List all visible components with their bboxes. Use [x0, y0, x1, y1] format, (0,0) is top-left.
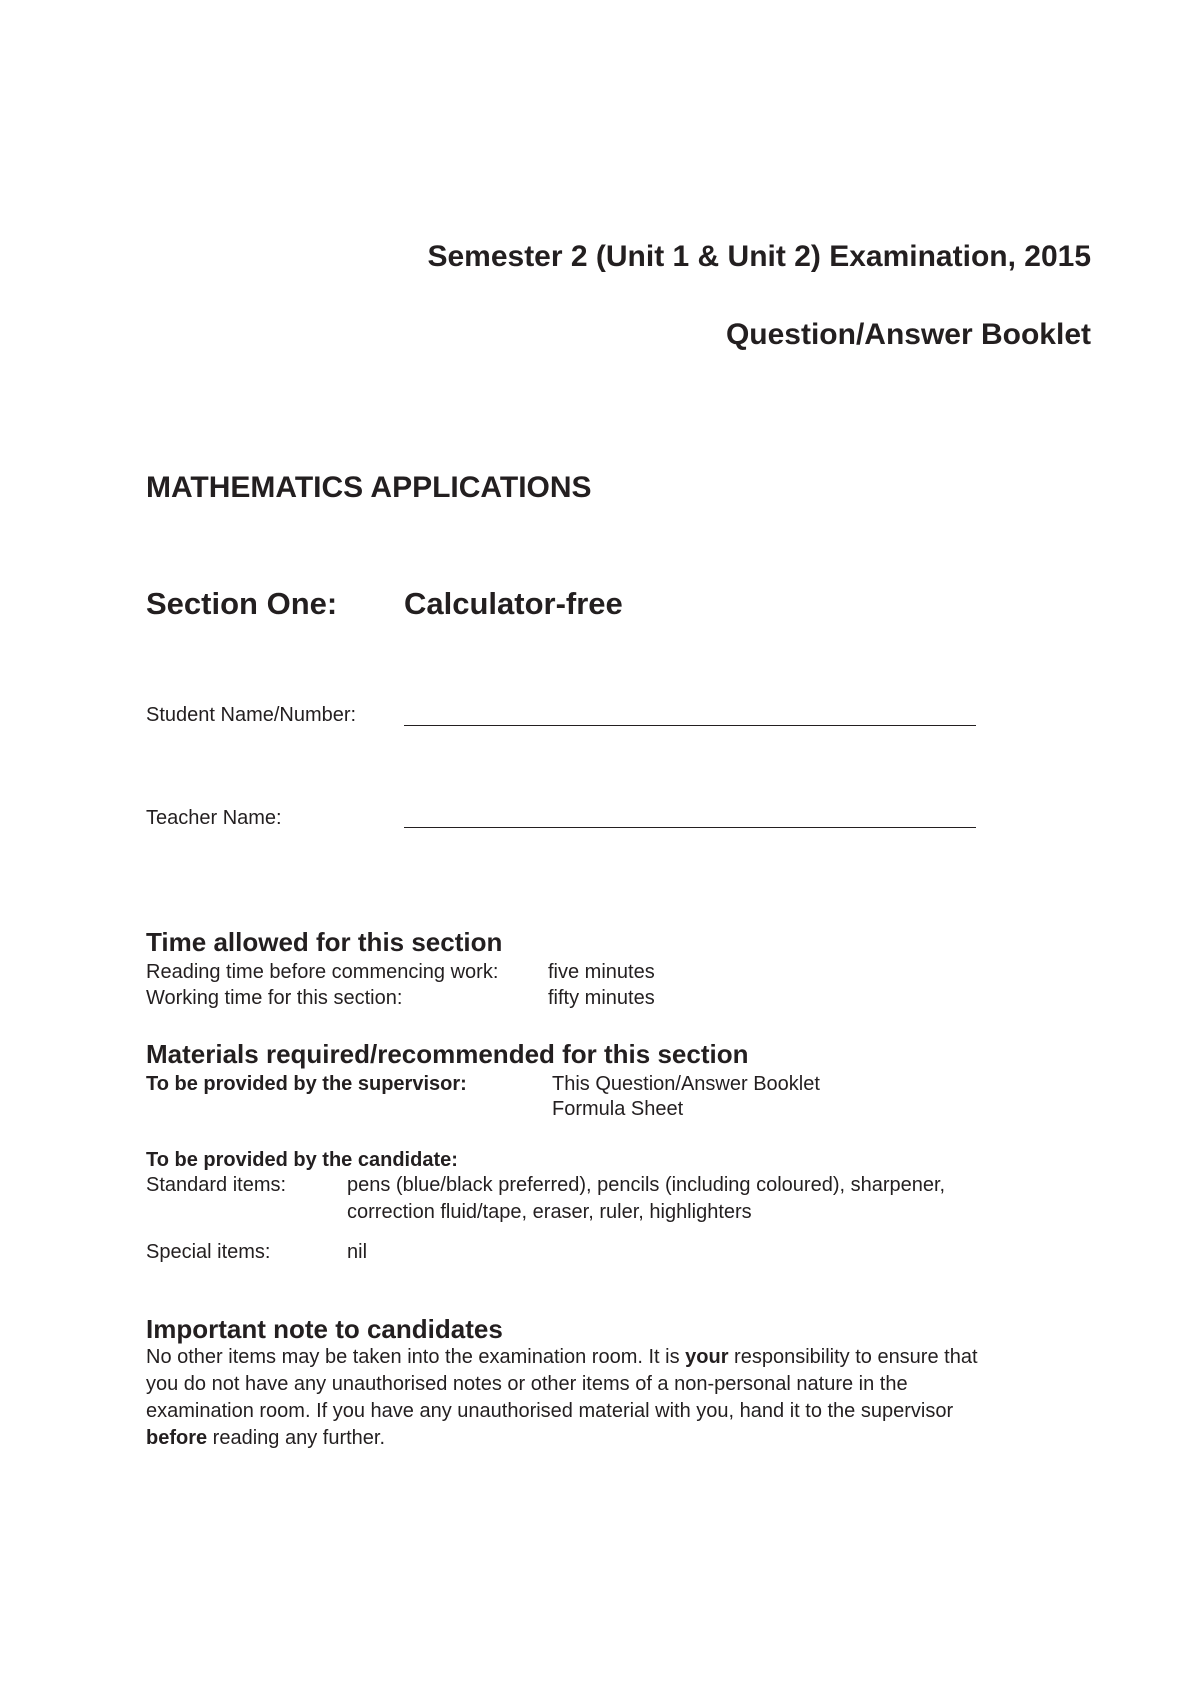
special-items-label: Special items:	[146, 1241, 271, 1263]
note-text: No other items may be taken into the examination room. It is	[146, 1346, 686, 1368]
supervisor-label: To be provided by the supervisor:	[146, 1073, 467, 1095]
note-line	[146, 1344, 1086, 1371]
working-time-label: Working time for this section:	[146, 987, 403, 1009]
note-paragraph	[146, 1344, 1086, 1452]
note-text: responsibility to ensure that	[728, 1346, 978, 1368]
reading-time-label: Reading time before commencing work:	[146, 961, 499, 983]
supervisor-item: This Question/Answer Booklet	[552, 1073, 820, 1095]
note-line	[146, 1425, 1086, 1452]
student-name-field[interactable]	[404, 725, 976, 726]
note-line: you do not have any unauthorised notes or other items of a non-personal nature in the	[146, 1373, 908, 1395]
student-name-label: Student Name/Number:	[146, 704, 357, 726]
materials-heading: Materials required/recommended for this section	[146, 1039, 749, 1069]
section-label: Section One:	[146, 586, 338, 621]
note-emphasis-your: your	[685, 1346, 729, 1368]
working-time-value: fifty minutes	[548, 987, 655, 1009]
section-name: Calculator-free	[404, 586, 623, 621]
booklet-type: Question/Answer Booklet	[725, 318, 1091, 351]
standard-items-line: correction fluid/tape, eraser, ruler, highlighters	[347, 1201, 752, 1223]
note-heading: Important note to candidates	[146, 1314, 503, 1344]
standard-items-label: Standard items:	[146, 1174, 287, 1196]
candidate-label: To be provided by the candidate:	[146, 1149, 458, 1171]
standard-items-line: pens (blue/black preferred), pencils (including coloured), sharpener,	[347, 1174, 946, 1196]
exam-title: Semester 2 (Unit 1 & Unit 2) Examination, 2015	[427, 240, 1091, 273]
teacher-name-field[interactable]	[404, 827, 976, 828]
note-line: examination room. If you have any unauthorised material with you, hand it to the supervisor	[146, 1400, 954, 1422]
note-emphasis-before: before	[146, 1427, 208, 1449]
note-text: reading any further.	[207, 1427, 386, 1449]
supervisor-item: Formula Sheet	[552, 1098, 684, 1120]
teacher-name-label: Teacher Name:	[146, 807, 282, 829]
subject-title: MATHEMATICS APPLICATIONS	[146, 471, 592, 504]
reading-time-value: five minutes	[548, 961, 655, 983]
time-heading: Time allowed for this section	[146, 927, 503, 957]
special-items-value: nil	[347, 1241, 368, 1263]
